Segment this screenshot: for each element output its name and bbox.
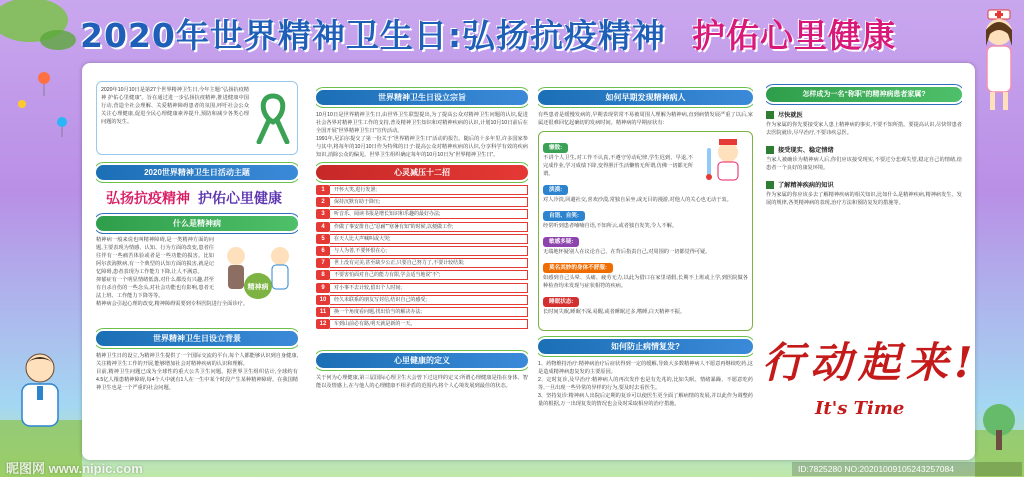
point-text: 作为家属的你先要接受家人患上精神病的事实,不要不知所措。要提高认识,尽快带患者去医院就诊,尽早治疗,不要讳疾忌医。 — [766, 122, 962, 136]
prevent-text-1: 1、药物维持治疗:精神病治疗后症状得到一定的缓解,导致大多数精神病人不愿意再继续吃药,这是造成精神病患复发的主要原因。 — [538, 361, 753, 375]
point-text: 当家人被确诊为精神病人后,你们应该接受现实,不要过分悲观失望,稳定自己的情绪,给患者一个良好的康复环境。 — [766, 157, 962, 171]
call-to-action: 行动起来! — [762, 338, 979, 387]
define-header: 心里健康的定义 — [316, 353, 528, 368]
nurse-illustration-right — [976, 6, 1022, 116]
bullet-square-icon — [766, 111, 774, 119]
disease-text-2: 抑郁症有一个明显情绪低落,对什么都没有兴趣,甚至有自杀自伤的一些念头,对社会功能也有影响,患者无法上班、工作能力下降等等。 — [96, 277, 214, 299]
tip-number: 1 — [316, 185, 330, 195]
symptom-tag: 敏感多疑: — [543, 237, 579, 247]
tips-header: 心灵减压十二招 — [316, 165, 528, 180]
intro-text: 2020年10月10日是第27个世界精神卫生日,今年主题:“弘扬抗疫精神 护佑心里健康”。旨在通过进一步弘扬抗疫精神,推进健康中国行动,营造全社会理解、关爱精神障碍患者的氛围,呼吁社会公众关注心理健康,促进全民心理健康素养提升,预防和减少各类心理问题的发生。 — [101, 87, 249, 125]
tip-item — [316, 222, 528, 232]
title-main: 2020年世界精神卫生日:弘扬抗疫精神 — [80, 16, 667, 55]
tip-text: 与人为善,不要怀恨在心; — [330, 246, 528, 256]
tip-item — [316, 258, 528, 268]
tip-number: 5 — [316, 234, 330, 244]
theme-slogan — [106, 188, 298, 208]
tip-text: 对小事不去计较,留出个人时间; — [330, 283, 528, 293]
early-text: 有些患者是缓慢发病的,早期表现常常不易被周围人理解为精神病,直到病情发展严重了以后,家属还很难回忆起确切的发病时间。精神病的早期症状有: — [538, 112, 753, 126]
symptom-text: 不讲个人卫生,对工作不认真,不遵守劳动纪律,学生迟到、早退,不完成作业,学习成绩下降,变得胆汗生活懒惰无所谓,仿佛一切都无所谓。 — [543, 155, 693, 177]
watermark-id: ID:7825280 NO:20201009105243257084 — [792, 462, 1022, 476]
title-accent: 护佑心里健康 — [692, 16, 897, 55]
symptom-item — [543, 204, 748, 230]
prevent-header: 如何防止病情复发? — [538, 339, 753, 354]
board-label: 精神病 — [247, 283, 269, 291]
purpose-text-1: 10月10日是世界精神卫生日,由世界卫生联盟提出,为了提高公众对精神卫生问题的认识,促进社会各界对精神卫生工作的支持,普及精神卫生知识和对精神疾病的认识,计划10月10日前后在全国开展“世界精神卫生日”宣传活动。 — [316, 112, 528, 134]
symptom-text: 长时间失眠,睡眠不深,易醒,或者睡眠过多,嗜睡,白天精神不振。 — [543, 309, 686, 315]
page-title — [80, 10, 960, 54]
point-label: 了解精神疾病的知识 — [778, 182, 834, 189]
family-header: 怎样成为一名“称职”的精神病患者家属? — [766, 87, 962, 102]
tip-item — [316, 319, 528, 329]
disease-text-3: 精神病会引起心理的改变,精神障碍需要到专科医院进行全面诊疗。 — [96, 301, 248, 307]
doctor-illustration-left — [10, 350, 70, 430]
tip-text: 车到山前必有路,明天就是新的一天。 — [330, 319, 528, 329]
slogan-2: 护佑心里健康 — [198, 190, 282, 206]
tip-number: 9 — [316, 283, 330, 293]
symptom-tag: 莫名其妙的身体不舒服: — [543, 263, 613, 273]
tip-text: 听音乐、阅读书报是增长知识和乐趣的最好办法; — [330, 209, 528, 219]
tip-number: 6 — [316, 246, 330, 256]
symptoms-box — [538, 131, 753, 331]
bullet-square-icon — [766, 181, 774, 189]
symptom-tag: 自语、自笑: — [543, 211, 585, 221]
bullet-square-icon — [766, 146, 774, 154]
slogan-1: 弘扬抗疫精神 — [106, 190, 190, 206]
tip-number: 12 — [316, 319, 330, 329]
column-2 — [316, 63, 528, 460]
intro-box — [96, 81, 298, 155]
symptom-item — [543, 230, 748, 256]
origin-text-1: 精神卫生日的设立,为精神卫生提供了一个国际交流的平台,每个人都能够认识到自身健康,关注精神卫生工作的开展,能够增加社会对精神疾病的认识和理解。 — [96, 353, 298, 367]
symptom-text: 对人冷淡,回避社交,喜欢沙漠,常独自呆坐,或无目的漫游,对他人的关心也无动于衷。 — [543, 197, 732, 203]
symptom-tag: 懒散: — [543, 143, 568, 153]
family-point — [766, 145, 962, 172]
symptom-item — [543, 290, 748, 316]
theme-header: 2020世界精神卫生日活动主题 — [96, 165, 298, 180]
tip-text: 在天人比大声喊叫或大哭; — [330, 234, 528, 244]
tip-number: 4 — [316, 222, 330, 232]
tip-item — [316, 209, 528, 219]
its-time-text: It's Time — [815, 398, 905, 419]
origin-text-2: 目前,精神卫生问题已成为全球性的重大公共卫生问题。据世界卫生组织估计,全球约有4.5亿人罹患精神障碍,每4个人中就有1人在一生中某个时段产生某种精神障碍。在我国精神卫生也是一个严重的社会问题。 — [96, 369, 298, 391]
tip-text: 开怀大笑,进行发泄; — [330, 185, 528, 195]
tip-item — [316, 197, 528, 207]
define-text: 关于何为心理健康,第三届国际心理卫生大会曾下过这样的定义:所谓心理健康是指在身体、智能以及情感上,在与他人的心理健康不相矛盾的范围内,将个人心境发展到最佳的状态。 — [316, 375, 528, 390]
tip-item — [316, 246, 528, 256]
ribbon-icon — [255, 92, 291, 144]
tip-item — [316, 283, 528, 293]
point-text: 作为家属的你应该多去了解精神疾病的相关知识,比如什么是精神疾病,精神病发生、发展的规律,各类精神病的表现,治疗方法和预防复发的措施等。 — [766, 192, 962, 206]
tip-number: 10 — [316, 295, 330, 305]
tip-item — [316, 270, 528, 280]
tip-item — [316, 307, 528, 317]
symptom-text: 如感到自己头晕、头痛、疲劳无力,以此为借口在家里请假,长期不上班或上学,到医院做各种检查均未发现与症状相符的疾病。 — [543, 275, 748, 289]
disease-header: 什么是精神病 — [96, 216, 298, 231]
family-point — [766, 110, 962, 137]
column-1 — [96, 63, 298, 460]
tip-item — [316, 185, 528, 195]
symptom-tag: 淡漠: — [543, 185, 568, 195]
tip-item — [316, 234, 528, 244]
prevent-text-2: 2、定时复诊,及早治疗:精神病人的再次发作也是有先兆的,比如失眠、情绪暴躁、不愿意吃药等,一旦出现一些异常的异样的行为,要及时去看医生。 — [538, 377, 753, 391]
tip-text: 世上没有完美,甚至缺少公正,只要自己努力了,不要计较结果; — [330, 258, 528, 268]
tip-number: 11 — [316, 307, 330, 317]
point-label: 尽快就医 — [778, 112, 803, 119]
tips-list — [316, 185, 528, 329]
tip-number: 2 — [316, 197, 330, 207]
tip-number: 8 — [316, 270, 330, 280]
elderly-illustration — [218, 242, 298, 304]
disease-text-1: 精神病一般来说也叫精神障碍,是一类精神方面的问题,主要表现为情感、认知、行为方面的改变,患者往往伴有一些痛苦体验或者是一些功能的损害。比如阿尔茨海默病,有一个典型的认知方面的损害,就是记忆障碍,患者表现为工作能力下降,让人不满意。 — [96, 237, 214, 275]
early-header: 如何早期发现精神病人 — [538, 90, 753, 105]
family-point — [766, 180, 962, 207]
tip-text: 作做了事安排自己“忍耐”“寒暑有知”的时候,以便做工作; — [330, 222, 528, 232]
watermark-left: 昵图网 www.nipic.com — [6, 461, 143, 476]
column-3 — [538, 63, 753, 460]
tip-number: 3 — [316, 209, 330, 219]
purpose-text-2: 1991年,尼泊尔提交了第一份关于“世界精神卫生日”活动的报告。随后的十多年里,许多国家参与其中,将每年的10月10日作为特殊的日子:提高公众对精神疾病的认识,分享科学有效的疾病知识,消除公众的偏见。世界卫生组织确定每年的10月10日为“世界精神卫生日”。 — [316, 136, 528, 158]
tip-item — [316, 295, 528, 305]
symptom-tag: 睡眠状态: — [543, 297, 579, 307]
tip-number: 7 — [316, 258, 330, 268]
origin-header: 世界精神卫生日设立背景 — [96, 331, 298, 346]
symptom-text: 无端地怀疑别人在议论自己、在背后指责自己,对周围的一切都觉得可疑。 — [543, 249, 711, 255]
symptom-item — [543, 256, 748, 290]
tip-text: 换一个角度看问题,找出恰当的解决办法; — [330, 307, 528, 317]
nurse-thermometer-icon — [704, 138, 744, 182]
point-label: 接受现实、稳定情绪 — [778, 147, 834, 154]
tip-text: 不要害怕面对自己的能力有限,学会适当地说“不”; — [330, 270, 528, 280]
prevent-text-3: 3、坚持复诊:精神病人出院后定期的复诊可以使医生更全面了解病情的发展,并以此作为调整药量的根据,万一出现复发的情况也会及时采取相应的治疗措施。 — [538, 393, 753, 407]
symptom-text: 经常听到患者喃喃自语,不知所云,或者独自发笑,令人不解。 — [543, 223, 678, 229]
tip-text: 保持沉默有助于降压; — [330, 197, 528, 207]
tip-text: 经久未联系的朋友写封信,结识自己的感受; — [330, 295, 528, 305]
purpose-header: 世界精神卫生日设立宗旨 — [316, 90, 528, 105]
